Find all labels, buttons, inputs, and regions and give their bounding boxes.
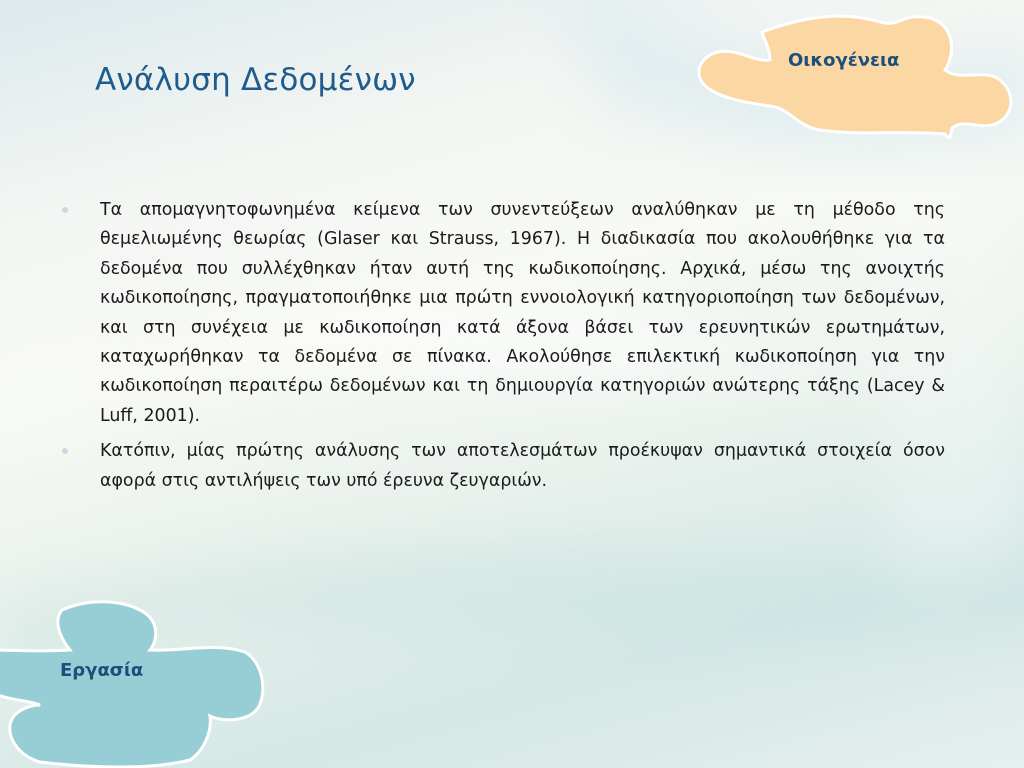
slide-body bbox=[100, 196, 945, 502]
bullet-text: Τα απομαγνητοφωνημένα κείμενα των συνεντεύξεων αναλύθηκαν με τη μέθοδο της θεμελιωμένης θεωρίας (Glaser και Strauss, 1967). Η διαδικασία που ακολουθήθηκε για τα δεδομένα που συλλέχθηκαν ήταν αυτή της κωδικοποίησης. Αρχικά, μέσω της ανοιχτής κωδικοποίησης, πραγματοποιήθηκε μια πρώτη εννοιολογική κατηγοριοποίηση των δεδομένων, και στη συνέχεια με κωδικοποίηση κατά άξονα βάσει των ερευνητικών ερωτημάτων, καταχωρήθηκαν τα δεδομένα σε πίνακα. Ακολούθησε επιλεκτική κωδικοποίηση για την κωδικοποίηση περαιτέρω δεδομένων και τη δημιουργία κατηγοριών ανώτερης τάξης (Lacey & Luff, 2001). bbox=[100, 200, 945, 426]
bullet-marker bbox=[62, 207, 68, 213]
bullet-item bbox=[100, 437, 945, 496]
slide-title: Ανάλυση Δεδομένων bbox=[95, 62, 416, 98]
bullet-item bbox=[100, 196, 945, 431]
bullet-text: Κατόπιν, μίας πρώτης ανάλυσης των αποτελεσμάτων προέκυψαν σημαντικά στοιχεία όσον αφορά στις αντιλήψεις των υπό έρευνα ζευγαριών. bbox=[100, 441, 945, 491]
puzzle-label-work: Εργασία bbox=[60, 660, 144, 681]
puzzle-label-family: Οικογένεια bbox=[788, 50, 900, 71]
